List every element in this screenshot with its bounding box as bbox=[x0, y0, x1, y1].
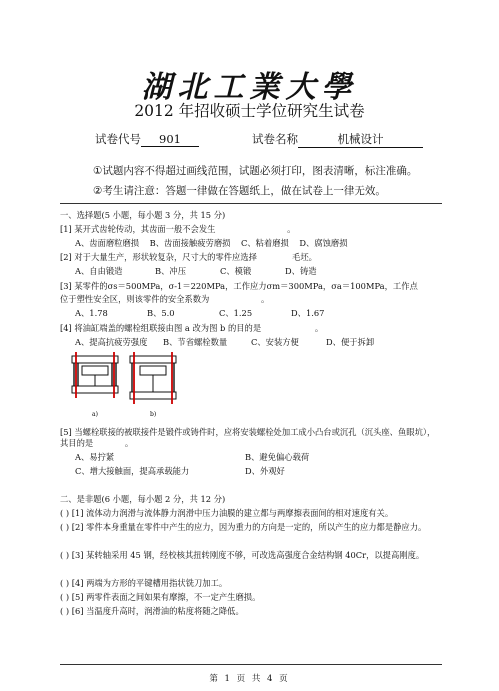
question-5: [5] 当螺栓联接的被联接件是锻件或铸件时，应将安装螺栓处加工成小凸台或沉孔（沉头座、鱼眼坑），其目的是 。 bbox=[60, 427, 436, 448]
notice-1: ①试题内容不得超过画线范围，试题必须打印，图表清晰，标注准确。 bbox=[93, 165, 418, 177]
question-5-option-c: C、增大接触面，提高承载能力 bbox=[75, 466, 190, 476]
judge-item-4: ( ) [4] 两端为方形的平键槽用指状铣刀加工。 bbox=[60, 578, 228, 588]
exam-title: 2012 年招收硕士学位研究生试卷 bbox=[134, 102, 365, 120]
notice-2: ②考生请注意：答题一律做在答题纸上，做在试卷上一律无效。 bbox=[93, 185, 386, 197]
header-divider bbox=[60, 203, 442, 204]
exam-code-value: 901 bbox=[141, 132, 199, 147]
question-4-options: A、提高抗疲劳强度 B、节省螺栓数量 C、安装方便 D、便于拆卸 bbox=[75, 337, 375, 347]
judge-item-5: ( ) [5] 两零件表面之间如果有摩擦，不一定产生磨损。 bbox=[60, 592, 261, 602]
judge-item-1: ( ) [1] 流体动力润滑与流体静力润滑中压力油膜的建立都与两摩擦表面间的相对速度有关。 bbox=[60, 508, 394, 518]
question-1: [1] 某开式齿轮传动，其齿面一般不会发生 。 bbox=[60, 224, 296, 234]
question-5-option-d: D、外观好 bbox=[245, 466, 285, 476]
judge-item-3: ( ) [3] 某转轴采用 45 钢，经校核其扭转刚度不够，可改选高强度合金结构钢 40Cr，以提高刚度。 bbox=[60, 550, 425, 560]
page-footer: 第 1 页 共 4 页 bbox=[209, 674, 290, 684]
question-2: [2] 对于大量生产，形状较复杂，尺寸大的零件应选择 毛坯。 bbox=[60, 252, 317, 262]
figure-b bbox=[130, 352, 176, 418]
question-3-line1: [3] 某零件的σs＝500MPa，σ-1＝220MPa，工作应力σm＝300MPa，σa＝100MPa，工作点 bbox=[60, 281, 418, 291]
judge-item-6: ( ) [6] 当温度升高时，润滑油的粘度将随之降低。 bbox=[60, 606, 244, 616]
question-2-options: A、自由锻造 B、冲压 C、模锻 D、铸造 bbox=[75, 266, 317, 276]
section1-heading: 一、选择题(5 小题，每小题 3 分，共 15 分) bbox=[60, 210, 226, 220]
section2-heading: 二、是非题(6 小题，每小题 2 分，共 12 分) bbox=[60, 494, 226, 504]
exam-code-label: 试卷代号 bbox=[95, 132, 141, 146]
question-4: [4] 将油缸端盖的螺栓组联接由图 a 改为图 b 的目的是 。 bbox=[60, 323, 324, 333]
question-5-option-b: B、避免偏心载荷 bbox=[245, 452, 310, 462]
question-1-options: A、齿面磨粒磨损 B、齿面接触疲劳磨损 C、粘着磨损 D、腐蚀磨损 bbox=[75, 238, 348, 248]
question-5-option-a: A、易拧紧 bbox=[75, 452, 115, 462]
university-logo: 湖北工業大學 bbox=[141, 70, 358, 105]
question-3-options: A、1.78 B、5.0 C、1.25 D、1.67 bbox=[75, 308, 325, 318]
bolt-group-figure bbox=[70, 352, 180, 420]
footer-divider bbox=[60, 664, 442, 665]
exam-code-row bbox=[95, 131, 199, 147]
figure-a-label: a) bbox=[92, 411, 98, 418]
figure-b-label: b) bbox=[150, 411, 157, 418]
figure-a bbox=[72, 352, 118, 418]
question-3-line2: 位于塑性安全区，则该零件的安全系数为 。 bbox=[60, 294, 270, 304]
exam-name-value: 机械设计 bbox=[298, 131, 423, 148]
exam-name-row bbox=[252, 131, 423, 148]
judge-item-2: ( ) [2] 零件本身重量在零件中产生的应力，因为重力的方向是一定的，所以产生的应力都是静应力。 bbox=[60, 522, 427, 532]
exam-name-label: 试卷名称 bbox=[252, 132, 298, 146]
